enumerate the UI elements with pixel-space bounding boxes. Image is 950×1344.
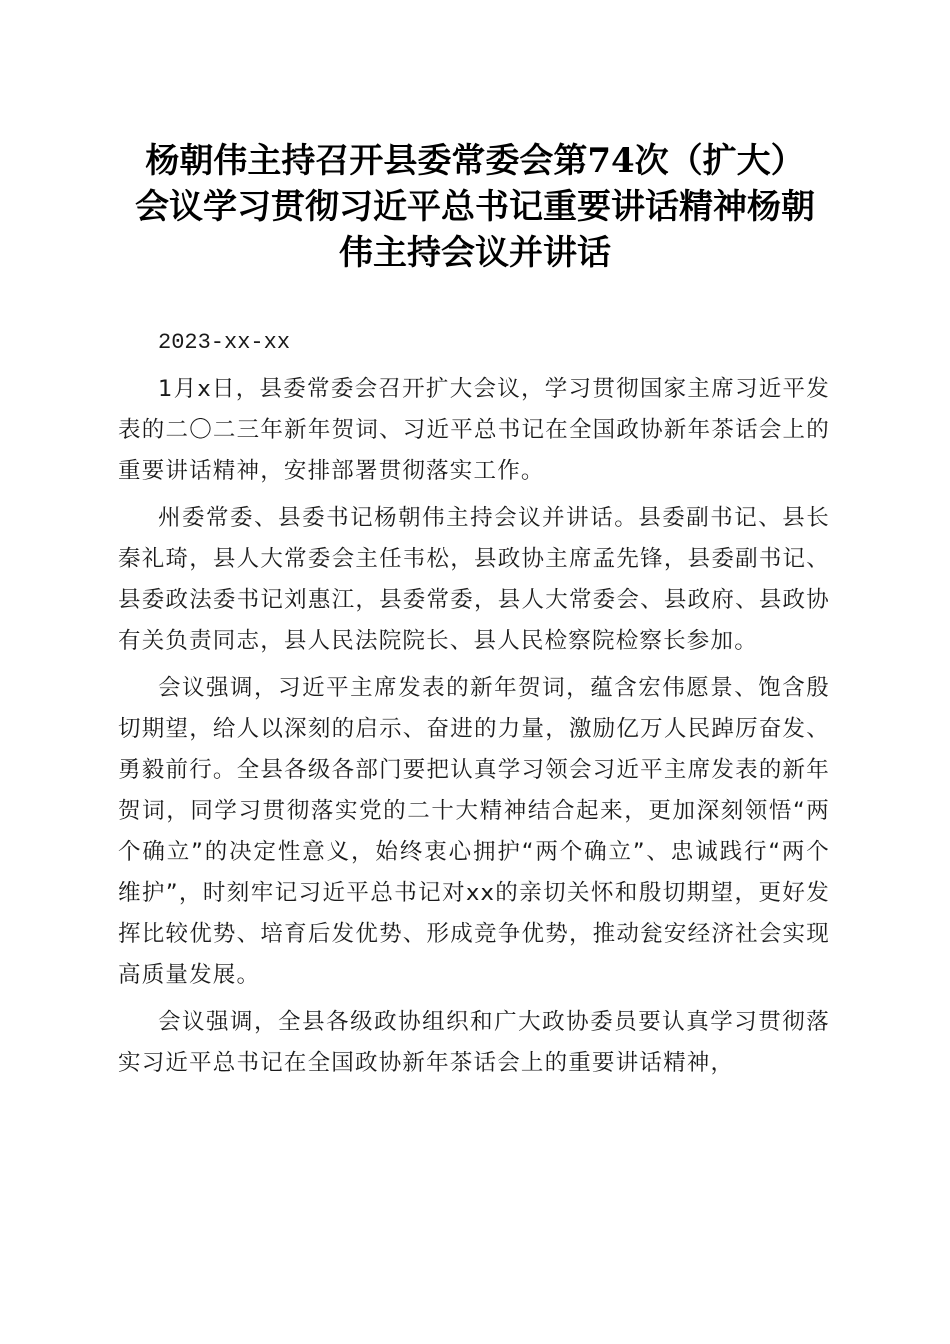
document-title (100, 138, 850, 276)
paragraph-4: 会议强调，全县各级政协组织和广大政协委员要认真学习贯彻落实习近平总书记在全国政协新年茶话会上的重要讲话精神， (118, 1009, 830, 1076)
paragraph-3: 会议强调，习近平主席发表的新年贺词，蕴含宏伟愿景、饱含殷切期望，给人以深刻的启示、奋进的力量，激励亿万人民踔厉奋发、勇毅前行。全县各级各部门要把认真学习领会习近平主席发表的新年贺词，同学习贯彻落实党的二十大精神结合起来，更加深刻领悟“两个确立”的决定性意义，始终衷心拥护“两个确立”、忠诚践行“两个维护”，时刻牢记习近平总书记对xx的亲切关怀和殷切期望，更好发挥比较优势、培育后发优势、形成竞争优势，推动瓮安经济社会实现高质量发展。 (118, 675, 830, 988)
document-date: 2023-xx-xx (158, 330, 291, 355)
paragraph-1: 1月x日，县委常委会召开扩大会议，学习贯彻国家主席习近平发表的二〇二三年新年贺词、习近平总书记在全国政协新年茶话会上的重要讲话精神，安排部署贯彻落实工作。 (118, 376, 830, 484)
document-body (118, 322, 830, 1090)
paragraph-2: 州委常委、县委书记杨朝伟主持会议并讲话。县委副书记、县长秦礼琦，县人大常委会主任韦松，县政协主席孟先锋，县委副书记、县委政法委书记刘惠江，县委常委，县人大常委会、县政府、县政协有关负责同志，县人民法院院长、县人民检察院检察长参加。 (118, 505, 830, 654)
title-line-3: 伟主持会议并讲话 (339, 233, 611, 273)
title-line-1: 杨朝伟主持召开县委常委会第74次（扩大） (145, 141, 805, 181)
title-line-2: 会议学习贯彻习近平总书记重要讲话精神杨朝 (135, 187, 815, 227)
